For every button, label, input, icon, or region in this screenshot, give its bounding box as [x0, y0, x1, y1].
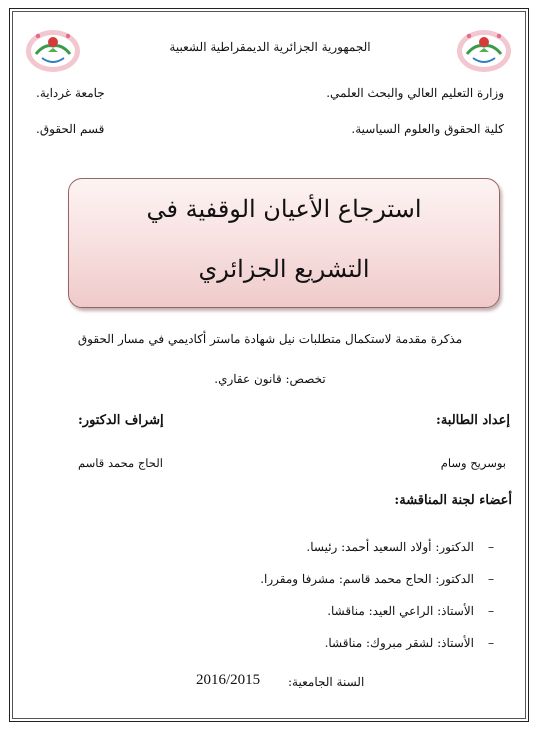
thesis-note: مذكرة مقدمة لاستكمال متطلبات نيل شهادة ماستر أكاديمي في مسار الحقوق — [77, 332, 463, 346]
committee-member — [325, 636, 494, 650]
supervisor-name: الحاج محمد قاسم — [78, 456, 163, 470]
thesis-title-line-1: استرجاع الأعيان الوقفية في — [146, 195, 422, 223]
committee-member-text: الأستاذ: لشقر مبروك: مناقشا. — [324, 636, 474, 650]
academic-year-label: السنة الجامعية: — [288, 675, 365, 689]
list-dash: – — [488, 604, 494, 618]
committee-member — [306, 540, 494, 554]
thesis-title-line-2: التشريع الجزائري — [198, 255, 370, 283]
committee-heading: أعضاء لجنة المناقشة: — [394, 493, 512, 508]
committee-member-text: الدكتور: الحاج محمد قاسم: مشرفا ومقررا. — [260, 572, 474, 586]
faculty-name: كلية الحقوق والعلوم السياسية. — [351, 122, 504, 136]
department-name: قسم الحقوق. — [36, 122, 105, 136]
republic-heading: الجمهورية الجزائرية الديمقراطية الشعبية — [169, 40, 371, 54]
list-dash: – — [488, 572, 494, 586]
student-heading: إعداد الطالبة: — [436, 413, 510, 428]
supervisor-heading: إشراف الدكتور: — [78, 413, 164, 428]
academic-year-value: 2016/2015 — [196, 672, 261, 688]
list-dash: – — [488, 636, 494, 650]
ministry-name: وزارة التعليم العالي والبحث العلمي. — [326, 86, 504, 100]
university-name: جامعة غرداية. — [36, 86, 105, 100]
committee-member — [327, 604, 494, 618]
specialization: تخصص: قانون عقاري. — [214, 372, 326, 386]
list-dash: – — [488, 540, 494, 554]
committee-member-text: الدكتور: أولاد السعيد أحمد: رئيسا. — [306, 540, 474, 554]
student-name: بوسريح وسام — [440, 456, 506, 470]
committee-member-text: الأستاذ: الراعي العيد: مناقشا. — [327, 604, 474, 618]
title-box — [68, 178, 500, 308]
committee-member — [260, 572, 494, 586]
